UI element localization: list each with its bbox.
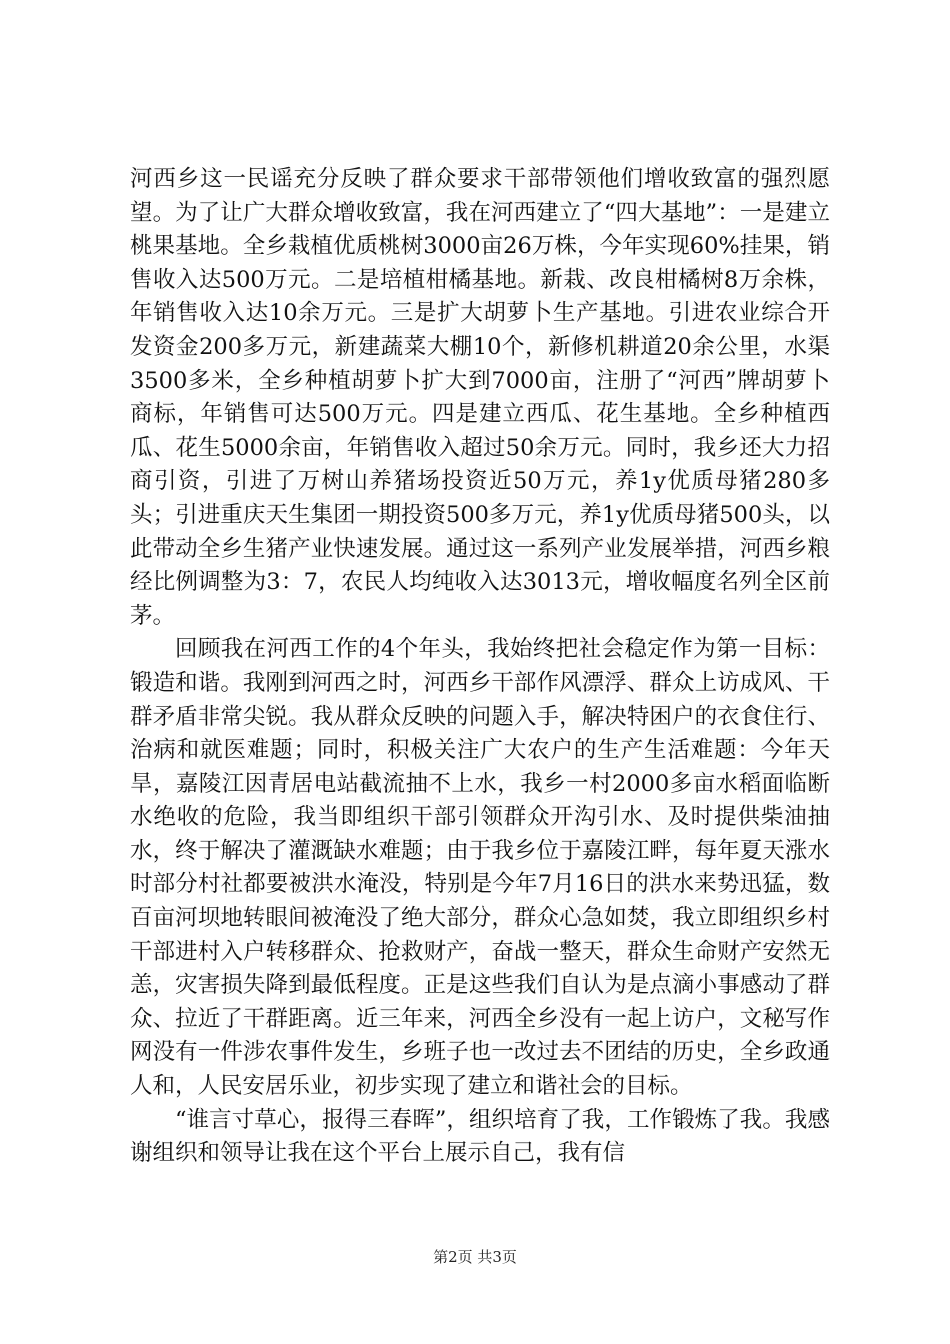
paragraph-3: “谁言寸草心，报得三春晖”，组织培育了我，工作锻炼了我。我感谢组织和领导让我在这个平台上展示自己，我有信	[130, 1106, 830, 1167]
paragraph-2: 回顾我在河西工作的4个年头，我始终把社会稳定作为第一目标：锻造和谐。我刚到河西之时，河西乡干部作风漂浮、群众上访成风、干群矛盾非常尖锐。我从群众反映的问题入手，解决特困户的衣食住行、治病和就医难题；同时，积极关注广大农户的生产生活难题：今年天旱，嘉陵江因青居电站截流抽不上水，我乡一村2000多亩水稻面临断水绝收的危险，我当即组织干部引领群众开沟引水、及时提供柴油抽水，终于解决了灌溉缺水难题；由于我乡位于嘉陵江畔，每年夏天涨水时部分村社都要被洪水淹没，特别是今年7月16日的洪水来势迅猛，数百亩河坝地转眼间被淹没了绝大部分，群众心急如焚，我立即组织乡村干部进村入户转移群众、抢救财产，奋战一整天，群众生命财产安然无恙，灾害损失降到最低程度。正是这些我们自认为是点滴小事感动了群众、拉近了干群距离。近三年来，河西全乡没有一起上访户，文秘写作网没有一件涉农事件发生，乡班子也一改过去不团结的历史，全乡政通人和，人民安居乐业，初步实现了建立和谐社会的目标。	[130, 636, 830, 1100]
document-body	[130, 163, 830, 1171]
paragraph-1: 河西乡这一民谣充分反映了群众要求干部带领他们增收致富的强烈愿望。为了让广大群众增收致富，我在河西建立了“四大基地”：一是建立桃果基地。全乡栽植优质桃树3000亩26万株，今年实现60%挂果，销售收入达500万元。二是培植柑橘基地。新栽、改良柑橘树8万余株，年销售收入达10余万元。三是扩大胡萝卜生产基地。引进农业综合开发资金200多万元，新建蔬菜大棚10个，新修机耕道20余公里，水渠3500多米，全乡种植胡萝卜扩大到7000亩，注册了“河西”牌胡萝卜商标，年销售可达500万元。四是建立西瓜、花生基地。全乡种植西瓜、花生5000余亩，年销售收入超过50余万元。同时，我乡还大力招商引资，引进了万树山养猪场投资近50万元，养1y优质母猪280多头；引进重庆天生集团一期投资500多万元，养1y优质母猪500头，以此带动全乡生猪产业快速发展。通过这一系列产业发展举措，河西乡粮经比例调整为3：7，农民人均纯收入达3013元，增收幅度名列全区前茅。	[130, 166, 830, 629]
page-number: 第2页 共3页	[433, 1248, 517, 1266]
page-footer	[0, 1246, 950, 1267]
